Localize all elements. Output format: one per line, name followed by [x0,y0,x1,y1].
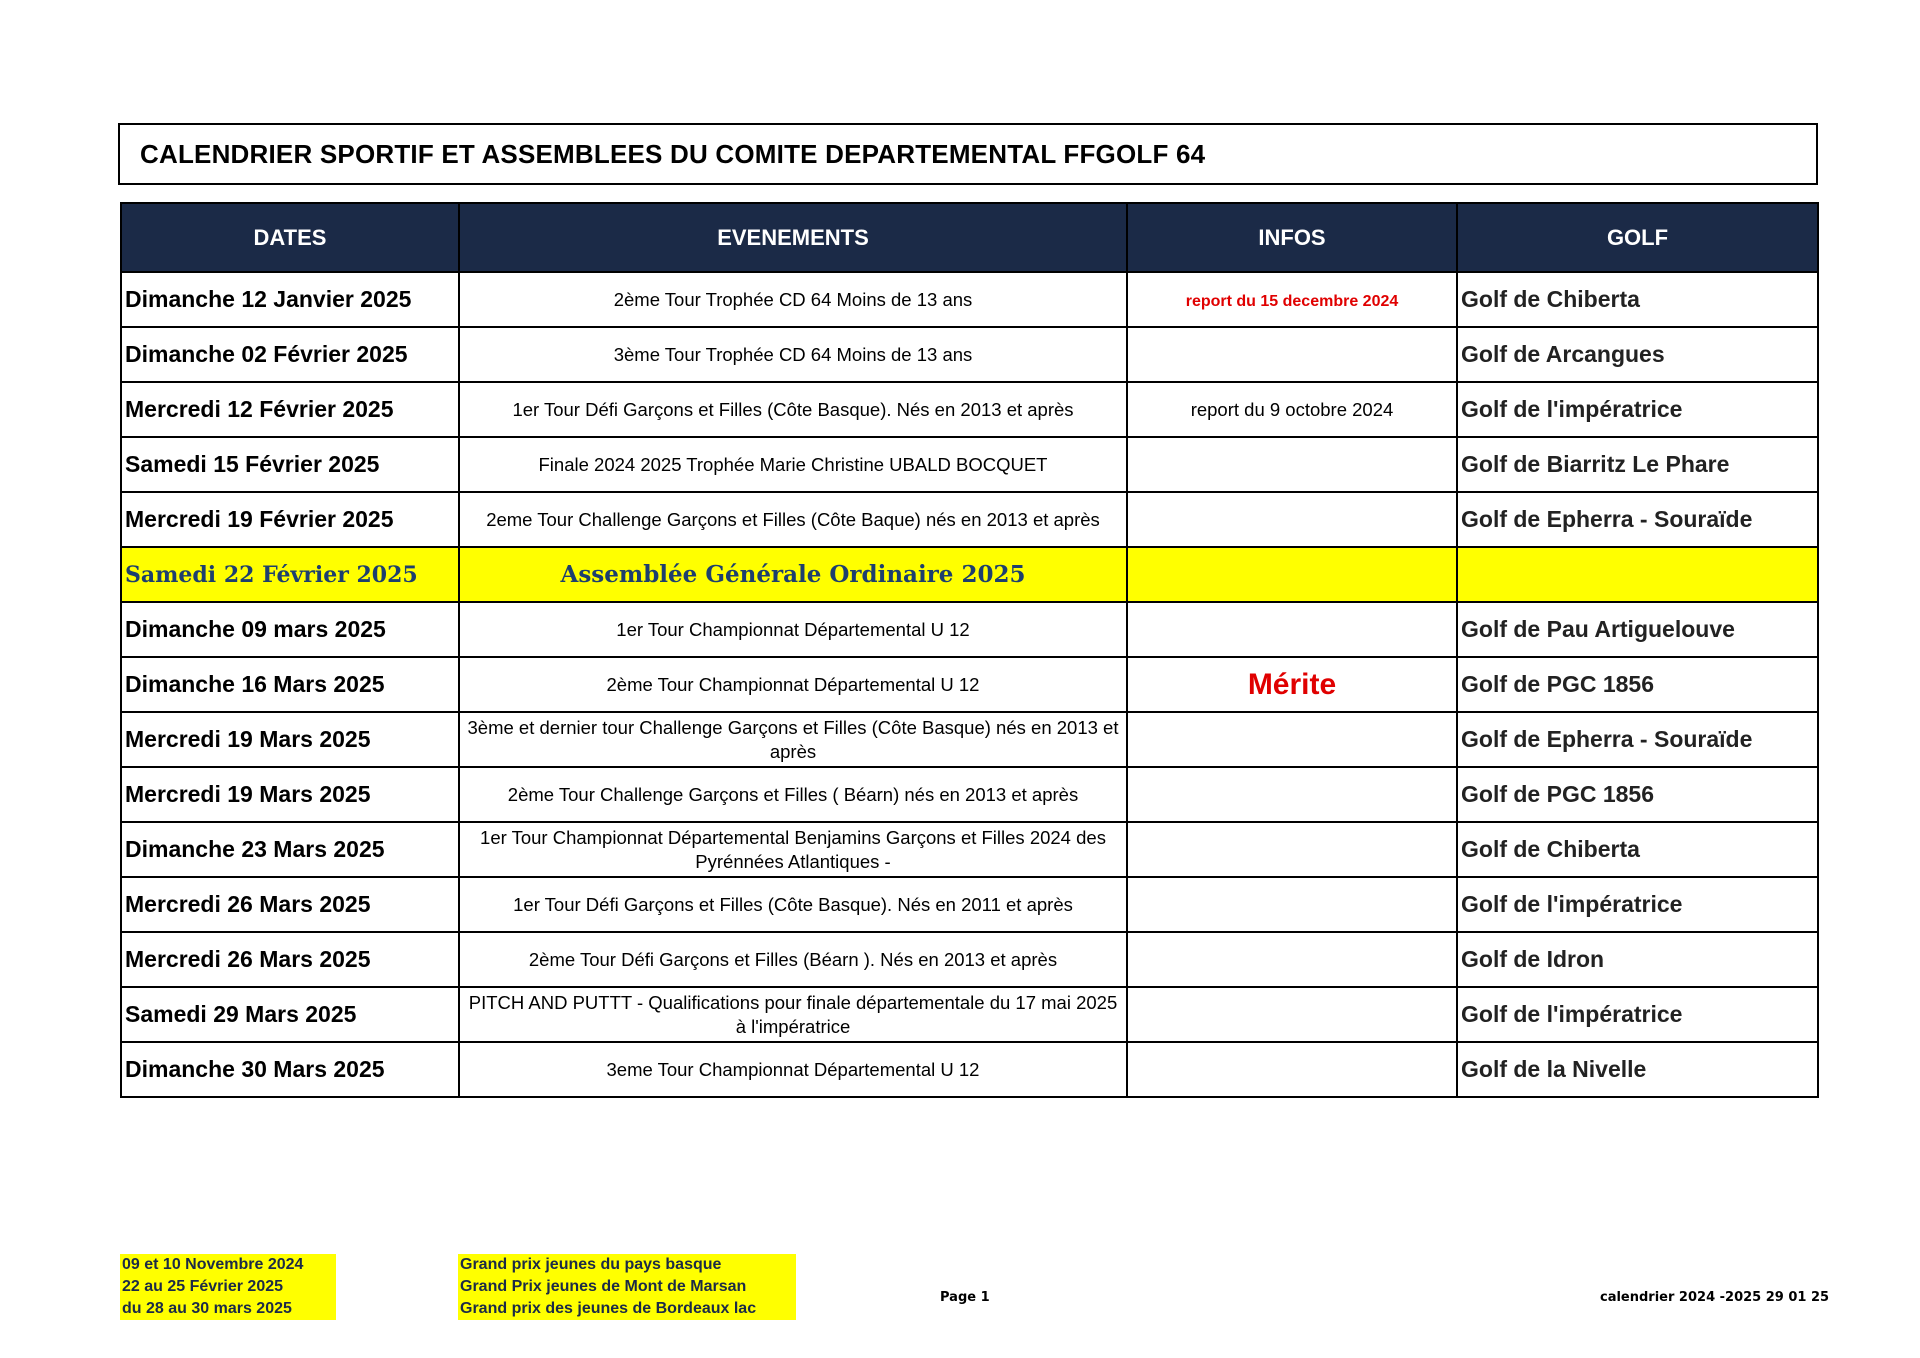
table-row [121,657,1818,712]
row-golf: Golf de PGC 1856 [1457,657,1818,712]
info-note: report du 15 decembre 2024 [1185,292,1399,310]
row-golf: Golf de l'impératrice [1457,382,1818,437]
row-event: 3eme Tour Championnat Départemental U 12 [459,1042,1127,1097]
row-date: Dimanche 23 Mars 2025 [121,822,459,877]
merite-label: Mérite [1247,667,1337,701]
table-row [121,932,1818,987]
row-info [1127,437,1457,492]
table-row [121,492,1818,547]
row-event: 1er Tour Défi Garçons et Filles (Côte Basque). Nés en 2011 et après [459,877,1127,932]
row-info [1127,712,1457,767]
row-info [1127,822,1457,877]
row-event: 3ème Tour Trophée CD 64 Moins de 13 ans [459,327,1127,382]
row-info [1127,492,1457,547]
row-event: Finale 2024 2025 Trophée Marie Christine UBALD BOCQUET [459,437,1127,492]
grand-prix-name: Grand Prix jeunes de Mont de Marsan [460,1278,747,1295]
row-event: 3ème et dernier tour Challenge Garçons et Filles (Côte Basque) nés en 2013 et après [459,712,1127,767]
row-date: Samedi 29 Mars 2025 [121,987,459,1042]
row-event: 2ème Tour Trophée CD 64 Moins de 13 ans [459,272,1127,327]
table-row [121,1042,1818,1097]
grand-prix-dates: du 28 au 30 mars 2025 [122,1300,292,1317]
header-evenements: EVENEMENTS [459,203,1127,272]
row-info [1127,327,1457,382]
row-info [1127,987,1457,1042]
table-row [121,602,1818,657]
calendar-version: calendrier 2024 -2025 29 01 25 [1600,1290,1830,1305]
row-info [1127,547,1457,602]
row-info [1127,272,1457,327]
assembly-row [121,547,1818,602]
calendar-table [120,202,1819,1098]
row-event: 1er Tour Défi Garçons et Filles (Côte Basque). Nés en 2013 et après [459,382,1127,437]
row-event: 1er Tour Championnat Départemental U 12 [459,602,1127,657]
table-row [121,437,1818,492]
grand-prix-dates: 22 au 25 Février 2025 [122,1278,284,1295]
row-date: Dimanche 16 Mars 2025 [121,657,459,712]
row-date: Mercredi 19 Mars 2025 [121,712,459,767]
page-number: Page 1 [940,1290,990,1305]
row-date: Dimanche 12 Janvier 2025 [121,272,459,327]
row-date: Samedi 22 Février 2025 [121,547,459,602]
row-info [1127,1042,1457,1097]
row-golf: Golf de l'impératrice [1457,877,1818,932]
table-row [121,272,1818,327]
row-golf: Golf de la Nivelle [1457,1042,1818,1097]
row-date: Dimanche 09 mars 2025 [121,602,459,657]
row-golf: Golf de Idron [1457,932,1818,987]
row-event: 2ème Tour Défi Garçons et Filles (Béarn ). Nés en 2013 et après [459,932,1127,987]
table-row [121,327,1818,382]
grand-prix-name: Grand prix des jeunes de Bordeaux lac [460,1300,757,1317]
row-event: PITCH AND PUTTT - Qualifications pour finale départementale du 17 mai 2025 à l'impératrice [459,987,1127,1042]
header-infos: INFOS [1127,203,1457,272]
grand-prix-name: Grand prix jeunes du pays basque [460,1256,722,1273]
row-golf: Golf de Chiberta [1457,822,1818,877]
document-title: CALENDRIER SPORTIF ET ASSEMBLEES DU COMITE DEPARTEMENTAL FFGOLF 64 [118,123,1818,185]
grand-prix-dates: 09 et 10 Novembre 2024 [122,1256,304,1273]
table-row [121,987,1818,1042]
row-event: 1er Tour Championnat Départemental Benjamins Garçons et Filles 2024 des Pyrénnées Atlantiques - [459,822,1127,877]
row-golf: Golf de Biarritz Le Phare [1457,437,1818,492]
row-golf: Golf de Pau Artiguelouve [1457,602,1818,657]
row-info [1127,877,1457,932]
row-golf: Golf de Epherra - Souraïde [1457,492,1818,547]
row-date: Mercredi 26 Mars 2025 [121,932,459,987]
row-date: Dimanche 30 Mars 2025 [121,1042,459,1097]
row-golf: Golf de Arcangues [1457,327,1818,382]
table-row [121,382,1818,437]
row-date: Mercredi 19 Février 2025 [121,492,459,547]
table-header-row [121,203,1818,272]
row-event: 2eme Tour Challenge Garçons et Filles (Côte Baque) nés en 2013 et après [459,492,1127,547]
row-date: Dimanche 02 Février 2025 [121,327,459,382]
row-date: Mercredi 19 Mars 2025 [121,767,459,822]
row-golf: Golf de l'impératrice [1457,987,1818,1042]
header-dates: DATES [121,203,459,272]
row-golf: Golf de Epherra - Souraïde [1457,712,1818,767]
row-event: Assemblée Générale Ordinaire 2025 [459,547,1127,602]
row-info [1127,602,1457,657]
table-row [121,712,1818,767]
table-row [121,877,1818,932]
row-info [1127,767,1457,822]
row-date: Mercredi 12 Février 2025 [121,382,459,437]
row-golf: Golf de Chiberta [1457,272,1818,327]
row-date: Mercredi 26 Mars 2025 [121,877,459,932]
row-info [1127,657,1457,712]
table-row [121,822,1818,877]
row-date: Samedi 15 Février 2025 [121,437,459,492]
row-info: report du 9 octobre 2024 [1127,382,1457,437]
row-golf [1457,547,1818,602]
header-golf: GOLF [1457,203,1818,272]
table-row [121,767,1818,822]
row-event: 2ème Tour Championnat Départemental U 12 [459,657,1127,712]
row-golf: Golf de PGC 1856 [1457,767,1818,822]
row-info [1127,932,1457,987]
row-event: 2ème Tour Challenge Garçons et Filles ( Béarn) nés en 2013 et après [459,767,1127,822]
